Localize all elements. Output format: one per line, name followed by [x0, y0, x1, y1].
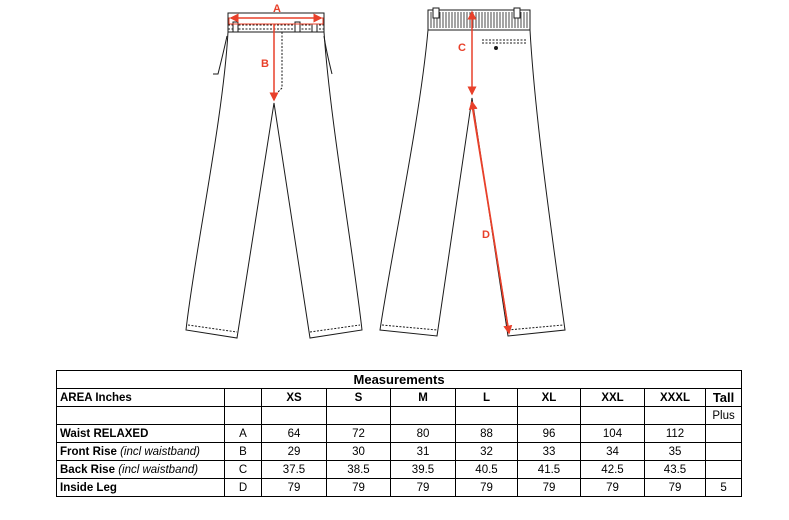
cell-value: 39.5: [391, 461, 456, 479]
cell-value: 40.5: [456, 461, 518, 479]
cell-value: 29: [262, 443, 327, 461]
plus-row: [57, 407, 742, 425]
cell-value: 35: [645, 443, 706, 461]
cell-value: 41.5: [518, 461, 581, 479]
cell-value: 112: [645, 425, 706, 443]
cell-value: 79: [581, 479, 645, 497]
plus-label: Plus: [706, 407, 742, 425]
size-header: M: [391, 389, 456, 407]
size-header: XXL: [581, 389, 645, 407]
cell-value: 79: [391, 479, 456, 497]
cell-value: 30: [327, 443, 391, 461]
cell-value: 96: [518, 425, 581, 443]
table-row: [57, 461, 742, 479]
letter-header: [225, 389, 262, 407]
cell-value: 34: [581, 443, 645, 461]
empty-cell: [57, 407, 225, 425]
cell-value: 38.5: [327, 461, 391, 479]
empty-cell: [262, 407, 327, 425]
size-header: L: [456, 389, 518, 407]
label-d: D: [482, 229, 490, 241]
size-header-row: [57, 389, 742, 407]
row-letter: D: [225, 479, 262, 497]
cell-value: 43.5: [645, 461, 706, 479]
empty-cell: [456, 407, 518, 425]
row-letter: A: [225, 425, 262, 443]
table-row: [57, 479, 742, 497]
empty-cell: [581, 407, 645, 425]
cell-value: 80: [391, 425, 456, 443]
label-b: B: [261, 58, 269, 70]
empty-cell: [391, 407, 456, 425]
cell-value: 79: [645, 479, 706, 497]
tall-header: Tall: [706, 389, 742, 407]
cell-value: 33: [518, 443, 581, 461]
label-c: C: [458, 42, 466, 54]
cell-value: 79: [262, 479, 327, 497]
cell-value: 104: [581, 425, 645, 443]
table-row: [57, 425, 742, 443]
row-name: Waist RELAXED: [57, 425, 225, 443]
empty-cell: [327, 407, 391, 425]
measurements-table: [56, 370, 742, 497]
row-name: Inside Leg: [57, 479, 225, 497]
back-pocket-button: [495, 47, 498, 50]
row-name: Back Rise (incl waistband): [57, 461, 225, 479]
empty-cell: [645, 407, 706, 425]
cell-value: 72: [327, 425, 391, 443]
cell-value: 37.5: [262, 461, 327, 479]
table-row: [57, 443, 742, 461]
cell-value: 88: [456, 425, 518, 443]
cell-tall: [706, 461, 742, 479]
cell-value: 42.5: [581, 461, 645, 479]
cell-value: 31: [391, 443, 456, 461]
area-header: AREA Inches: [57, 389, 225, 407]
size-header: S: [327, 389, 391, 407]
cell-value: 79: [327, 479, 391, 497]
row-letter: B: [225, 443, 262, 461]
size-header: XS: [262, 389, 327, 407]
label-a: A: [273, 3, 281, 15]
cell-tall: 5: [706, 479, 742, 497]
size-header: XXXL: [645, 389, 706, 407]
empty-cell: [518, 407, 581, 425]
table-title-row: [57, 371, 742, 389]
cell-tall: [706, 443, 742, 461]
row-name: Front Rise (incl waistband): [57, 443, 225, 461]
cell-tall: [706, 425, 742, 443]
cell-value: 64: [262, 425, 327, 443]
size-header: XL: [518, 389, 581, 407]
cell-value: 79: [518, 479, 581, 497]
table-title: Measurements: [57, 371, 742, 389]
row-letter: C: [225, 461, 262, 479]
empty-cell: [225, 407, 262, 425]
cell-value: 32: [456, 443, 518, 461]
cell-value: 79: [456, 479, 518, 497]
